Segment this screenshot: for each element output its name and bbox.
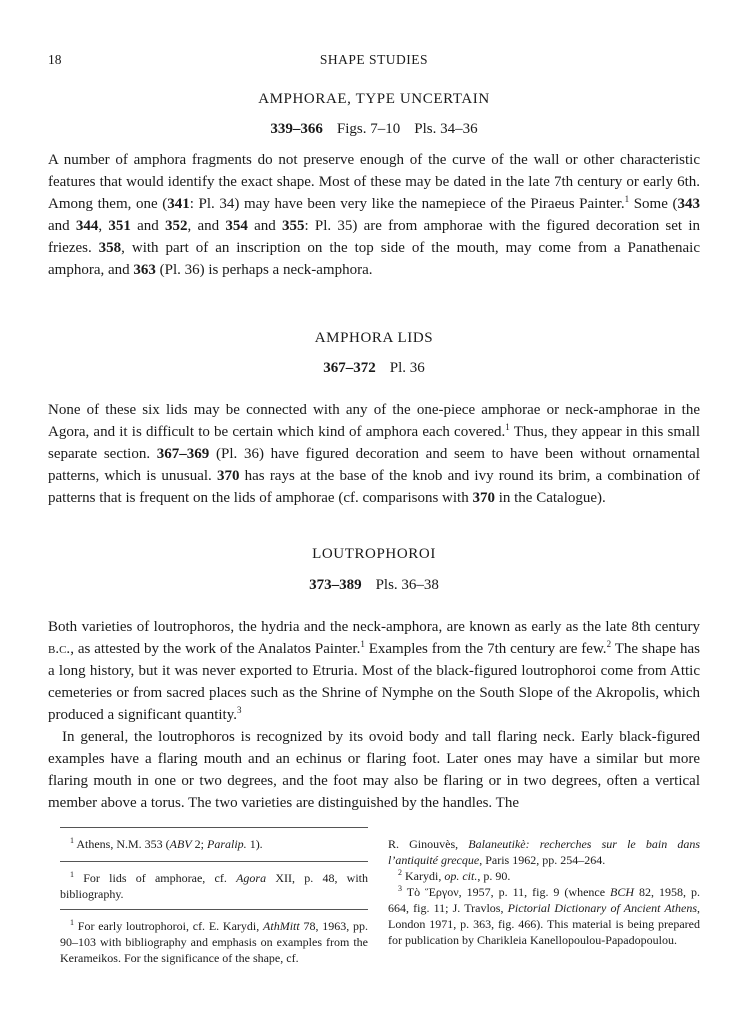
footnote-rule <box>60 827 368 828</box>
paragraph-loutrophoroi: Both varieties of loutrophoros, the hydria and the neck-amphora, are known as early as the late 8th century b.c., as attested by the work of the Analatos Painter.$^1$ Examples from the 7th century are few.$^2$ The shape has a long history, but it was never exported to Etruria. Most of the black-figured loutrophoroi come from Attic cemeteries or from sacred places such as the Shrine of Nymphe on the South Slope of the Akropolis, which produced a significant quantity.$^3$ In general, the loutrophoros is recognized by its ovoid body and tall flaring neck. Early black-figured examples have a flaring mouth and an echinus or flaring foot. Later ones may have a similar but more flaring mouth in one or two degrees, and the foot may also be flaring or in two degrees, often a vertical member above a torus. The two varieties are distinguished by the handles. The <box>48 619 700 811</box>
footnote-column-right <box>388 836 700 948</box>
plate-reference: Pls. 36–38 <box>375 577 439 593</box>
figure-reference: Figs. 7–10 <box>336 121 401 137</box>
catalogue-range: 339–366 <box>270 121 323 137</box>
plate-reference: Pls. 34–36 <box>414 121 478 137</box>
footnote-3: $^1$ For early loutrophoroi, cf. E. Karydi, AthMitt 78, 1963, pp. 90–103 with bibliography and emphasis on examples from the Kerameikos. For the significance of the shape, cf. <box>60 918 369 965</box>
footnote-2-karydi: $^2$ Karydi, op. cit., p. 90. <box>398 868 511 883</box>
running-title: SHAPE STUDIES <box>319 52 429 67</box>
section-title-amphora-lids: AMPHORA LIDS <box>314 330 434 346</box>
catalogue-range: 367–372 <box>323 360 376 376</box>
catalogue-range: 373–389 <box>309 577 362 593</box>
section-title-amphorae-type-uncertain: AMPHORAE, TYPE UNCERTAIN <box>258 91 490 107</box>
plate-reference: Pl. 36 <box>389 360 425 376</box>
paragraph-amphora-lids: None of these six lids may be connected with any of the one-piece amphorae or neck-amphorae in the Agora, and it is difficult to be certain which kind of amphora each covered.$^1$ Thus, they appear in this small separate section. 367–369 (Pl. 36) have figured decoration and seem to have been without ornamental patterns, which is unusual. 370 has rays at the base of the knob and ivy round its brim, a combination of patterns that is frequent on the lids of amphorae (cf. comparisons with 370 in the Catalogue). <box>48 402 700 506</box>
footnote-1: $^1$ Athens, N.M. 353 (ABV 2; Paralip. 1). <box>70 836 263 851</box>
footnote-1-continued: R. Ginouvès, Balaneutikè: recherches sur le bain dans l’antiquité grecque, Paris 1962, pp. 254–264. <box>388 837 701 867</box>
paragraph-amphorae: A number of amphora fragments do not preserve enough of the curve of the wall or other characteristic features that would identify the exact shape. Most of these may be dated in the late 7th century or early 6th. Among them, one (341: Pl. 34) may have been very like the namepiece of the Piraeus Painter.$^1$ Some (343 and 344, 351 and 352, and 354 and 355: Pl. 35) are from amphorae with the figured decoration set in friezes. 358, with part of an inscription on the top side of the mouth, may come from a Panathenaic amphora, and 363 (Pl. 36) is perhaps a neck-amphora. <box>48 152 701 278</box>
footnote-rule <box>60 909 368 910</box>
footnote-3-ergon: $^3$ Τὸ Ἕργον, 1957, p. 11, fig. 9 (whence BCH 82, 1958, p. 664, fig. 11; J. Travlos, Pictorial Dictionary of Ancient Athens, London 1971, p. 363, fig. 466). This material is being prepared for publication by Charikleia Kanellopoulou-Papadopoulou. <box>388 884 700 947</box>
section-subtitle-amphorae <box>48 121 700 138</box>
section-title-loutrophoroi: LOUTROPHOROI <box>312 546 436 562</box>
section-subtitle-loutrophoroi <box>48 577 700 594</box>
footnote-2: $^1$ For lids of amphorae, cf. Agora XII, p. 48, with bibliography. <box>60 870 369 901</box>
page-number: 18 <box>48 52 62 67</box>
footnote-rule <box>60 861 368 862</box>
section-subtitle-lids <box>48 360 700 377</box>
running-head <box>48 52 700 72</box>
